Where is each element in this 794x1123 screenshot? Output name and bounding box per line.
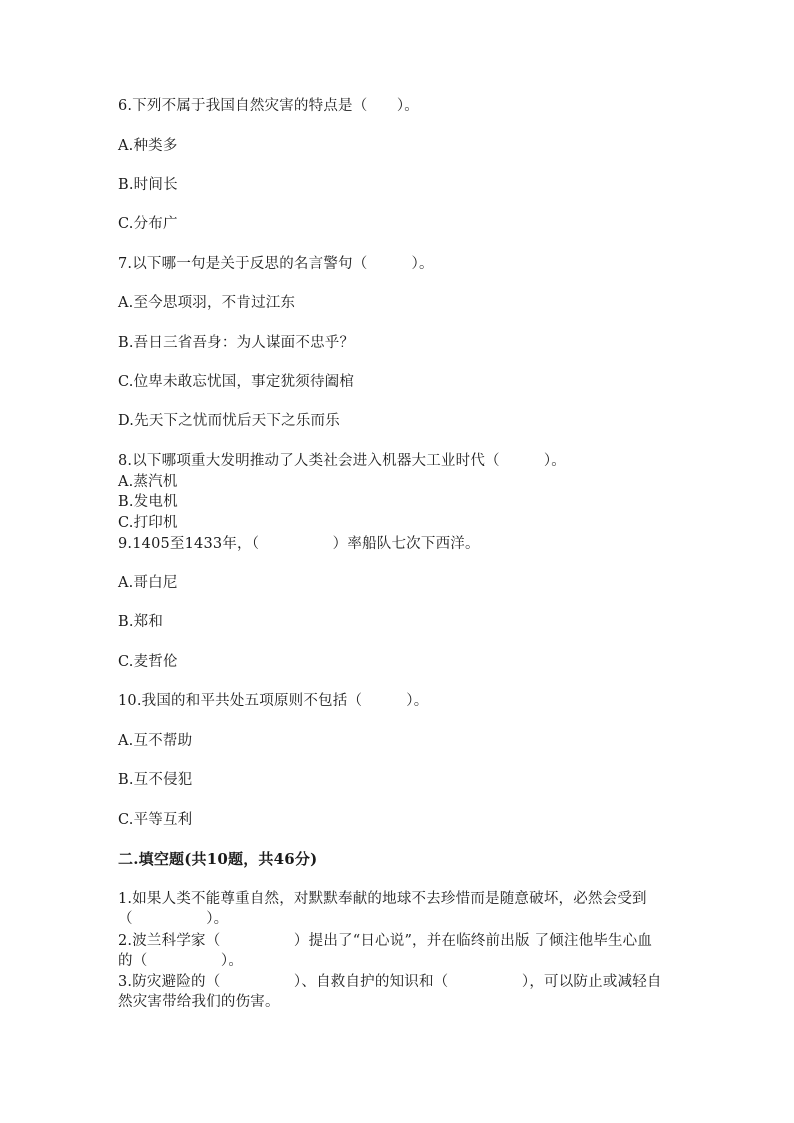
question-9-option-c: C.麦哲伦: [118, 654, 178, 670]
question-8-stem: 8.以下哪项重大发明推动了人类社会进入机器大工业时代（ ）。: [118, 453, 566, 469]
question-6-stem: 6.下列不属于我国自然灾害的特点是（ ）。: [118, 98, 419, 114]
question-7-option-b: B.吾日三省吾身：为人谋面不忠乎？: [118, 335, 355, 351]
question-8-option-a: A.蒸汽机: [118, 474, 178, 490]
fill-question-3: 3.防灾避险的（ ）、自救自护的知识和（ ），可以防止或减轻自然灾害带给我们的伤害。: [118, 974, 662, 1010]
question-10-option-a: A.互不帮助: [118, 733, 193, 749]
question-7-option-a: A.至今思项羽，不肯过江东: [118, 295, 296, 311]
question-7-option-d: D.先天下之忧而忧后天下之乐而乐: [118, 413, 340, 429]
section-2-heading: 二.填空题(共10题，共46分): [118, 850, 318, 868]
question-6-option-a: A.种类多: [118, 138, 178, 154]
question-7-stem: 7.以下哪一句是关于反思的名言警句（ ）。: [118, 256, 434, 272]
question-9-option-b: B.郑和: [118, 614, 164, 630]
question-6-option-c: C.分布广: [118, 216, 178, 232]
question-10-stem: 10.我国的和平共处五项原则不包括（ ）。: [118, 693, 429, 709]
question-7-option-c: C.位卑未敢忘忧国，事定犹须待阖棺: [118, 374, 355, 390]
fill-question-2: 2.波兰科学家（ ）提出了“日心说”，并在临终前出版 了倾注他毕生心血的（ ）。: [118, 933, 653, 969]
question-9-option-a: A.哥白尼: [118, 575, 178, 591]
question-8-option-b: B.发电机: [118, 494, 178, 510]
fill-question-1: 1.如果人类不能尊重自然，对默默奉献的地球不去珍惜而是随意破坏，必然会受到（ ）。: [118, 891, 647, 927]
question-9-stem: 9.1405至1433年，（ ）率船队七次下西洋。: [118, 536, 480, 552]
question-8-option-c: C.打印机: [118, 515, 178, 531]
question-6-option-b: B.时间长: [118, 177, 178, 193]
question-10-option-c: C.平等互利: [118, 812, 193, 828]
question-10-option-b: B.互不侵犯: [118, 772, 193, 788]
